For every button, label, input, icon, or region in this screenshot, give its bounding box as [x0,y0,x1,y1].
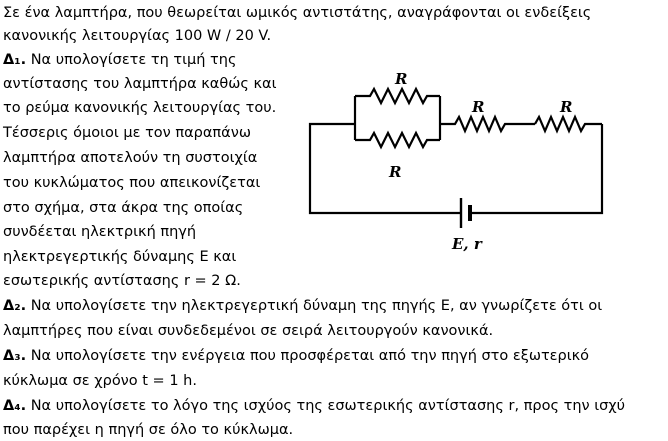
resistor-series-1 [440,117,535,131]
d3-line-2: κύκλωμα σε χρόνο t = 1 h. [3,373,197,389]
d1-line-8: συνδέεται ηλεκτρική πηγή [3,224,197,240]
resistor-series-2 [535,117,602,131]
d1-line-6: του κυκλώματος που απεικονίζεται [3,175,261,191]
d1-text-1: Να υπολογίσετε τη τιμή της [26,52,237,68]
d1-line-5: λαμπτήρα αποτελούν τη συστοιχία [3,150,258,166]
d4-line-2: που παρέχει η πηγή σε όλο το κύκλωμα. [3,422,294,438]
d1-label: Δ₁. [3,52,27,68]
d1-line-3: το ρεύμα κανονικής λειτουργίας του. [3,100,277,116]
wire-right-loop [470,124,602,213]
resistor-top [355,89,440,103]
d1-line-10: εσωτερικής αντίστασης r = 2 Ω. [3,273,241,289]
d1-line-7: στο σχήμα, στα άκρα της οποίας [3,200,244,216]
d2-label: Δ₂. [3,298,27,314]
d1-line-9: ηλεκτρεγερτικής δύναμης Ε και [3,249,237,265]
resistor-bottom-label: R [389,163,402,181]
intro-line-2: κανονικής λειτουργίας 100 W / 20 V. [3,28,272,44]
source-label: E, r [452,235,482,253]
d1-line-2: αντίστασης του λαμπτήρα καθώς και [3,76,277,92]
d3-text-1: Να υπολογίσετε την ενέργεια που προσφέρεται από την πηγή στο εξωτερικό [26,348,590,364]
resistor-series-2-label: R [560,98,573,116]
intro-line-1: Σε ένα λαμπτήρα, που θεωρείται ωμικός αντιστάτης, αναγράφονται οι ενδείξεις [3,5,592,21]
d2-line-2: λαμπτήρες που είναι συνδεδεμένοι σε σειρά λειτουργούν κανονικά. [3,323,494,339]
d4-text-1: Να υπολογίσετε το λόγο της ισχύος της εσωτερικής αντίστασης r, προς την ισχύ [26,398,626,414]
d1-line-4: Τέσσερις όμοιοι με τον παραπάνω [3,125,251,141]
d3-label: Δ₃. [3,348,27,364]
d2-text-1: Να υπολογίσετε την ηλεκτρεγερτική δύναμη της πηγής Ε, αν γνωρίζετε ότι οι [26,298,603,314]
d4-label: Δ₄. [3,398,27,414]
resistor-top-label: R [395,70,408,88]
resistor-series-1-label: R [472,98,485,116]
resistor-bottom [355,133,440,147]
